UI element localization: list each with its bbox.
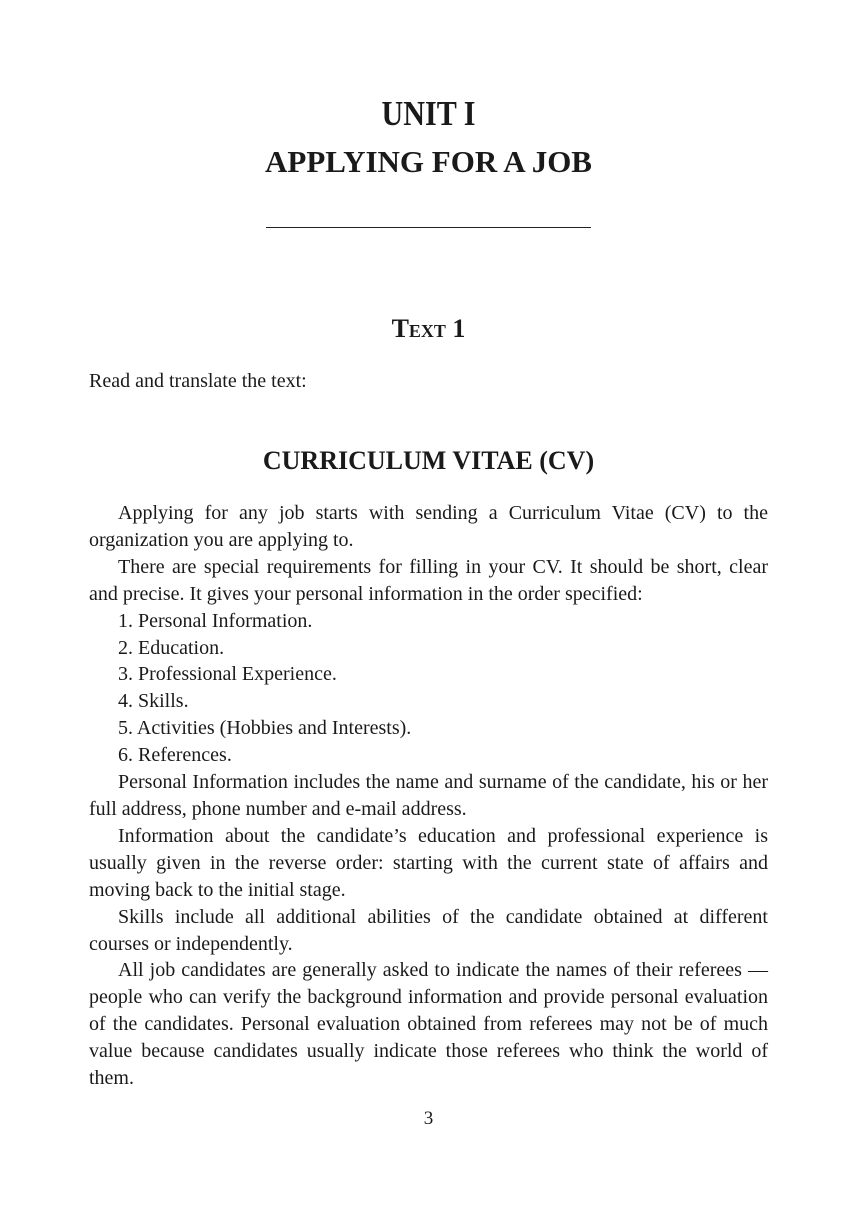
list-item: 4. Skills. bbox=[118, 690, 189, 713]
paragraph: There are special requirements for filling in your CV. It should be short, clear and precise. It gives your personal information in the order specified: bbox=[89, 555, 768, 605]
unit-subtitle: APPLYING FOR A JOB bbox=[265, 144, 592, 179]
list-item: 3. Professional Experience. bbox=[118, 663, 337, 686]
title-divider bbox=[266, 227, 591, 228]
paragraph: Skills include all additional abilities of the candidate obtained at different courses or independently. bbox=[89, 905, 768, 955]
list-item: 1. Personal Information. bbox=[118, 609, 313, 632]
paragraph: Applying for any job starts with sending a Curriculum Vitae (CV) to the organization you are applying to. bbox=[89, 502, 768, 551]
paragraph: Information about the candidate’s education and professional experience is usually given in the reverse order: starting with the current state of affairs and moving back to the initial stage. bbox=[89, 824, 768, 901]
body-text bbox=[89, 500, 768, 1092]
section-title: CURRICULUM VITAE (CV) bbox=[262, 446, 595, 475]
instruction-line: Read and translate the text: bbox=[89, 370, 307, 392]
page-number: 3 bbox=[423, 1108, 434, 1129]
paragraph: All job candidates are generally asked to indicate the names of their referees — people who can verify the background information and provide personal evaluation of the candidates. Personal evaluation obtained from referees may not be of much value because candidates usually indicate those referees who think the world of them. bbox=[89, 959, 768, 1090]
list-item: 6. References. bbox=[118, 744, 232, 767]
text-heading: Text 1 bbox=[391, 314, 466, 343]
unit-title: UNIT I bbox=[381, 94, 476, 133]
paragraph: Personal Information includes the name and surname of the candidate, his or her full address, phone number and e-mail address. bbox=[89, 771, 768, 820]
list-item: 5. Activities (Hobbies and Interests). bbox=[118, 717, 412, 740]
list-item: 2. Education. bbox=[118, 636, 225, 659]
